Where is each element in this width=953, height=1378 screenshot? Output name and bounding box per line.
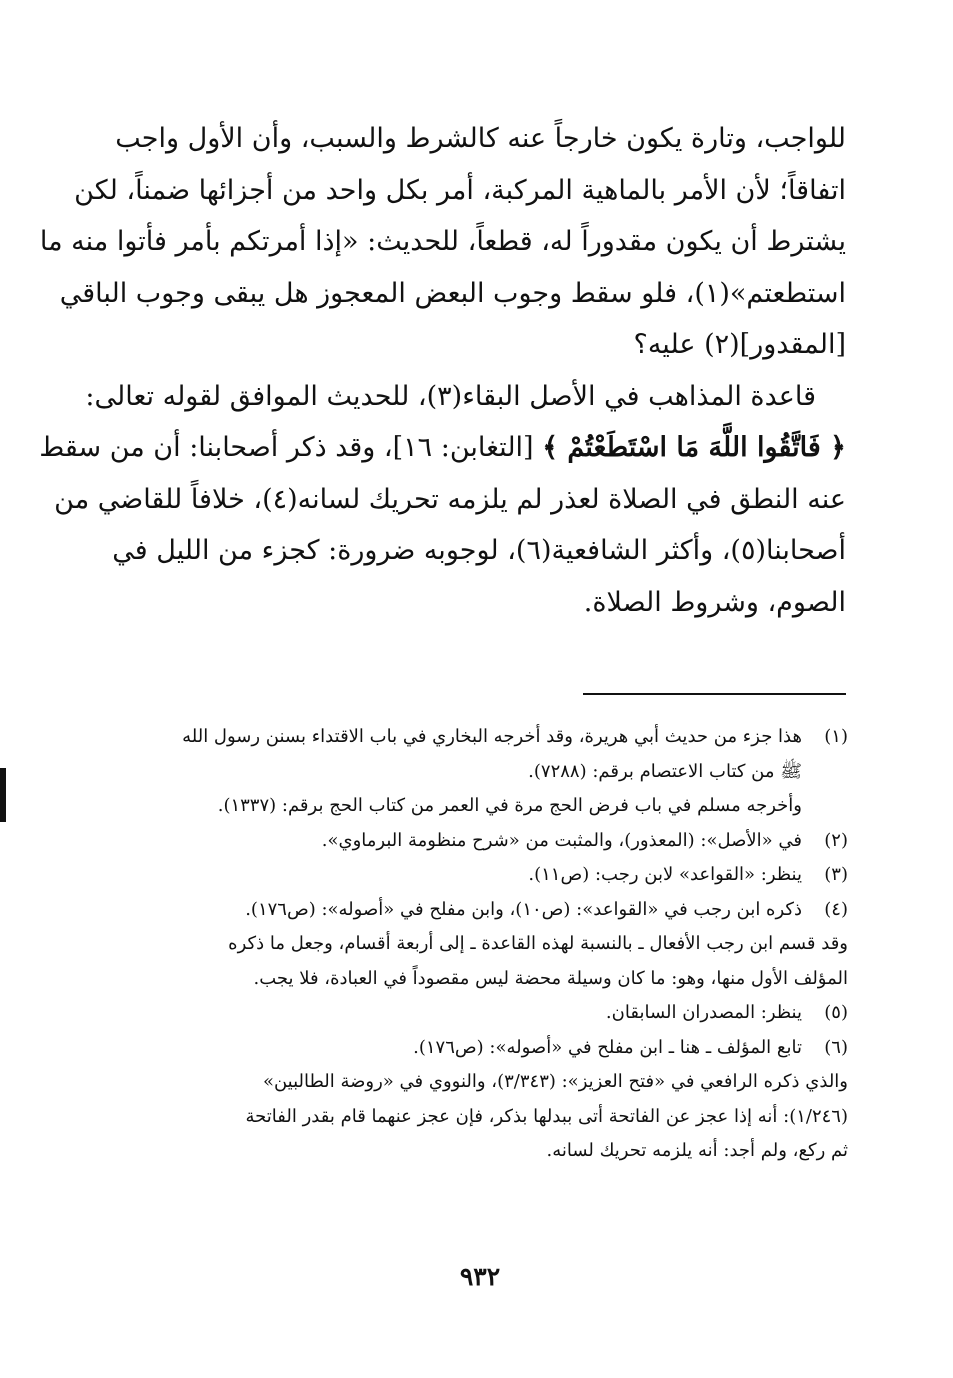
footnote-number: (١) <box>824 726 848 747</box>
text-line: قاعدة المذاهب في الأصل البقاء(٣)، للحديث الموافق لقوله تعالى: <box>85 380 816 412</box>
footnote-6 <box>150 1031 848 1066</box>
footnote-line: هذا جزء من حديث أبي هريرة، وقد أخرجه البخاري في باب الاقتداء بسنن رسول الله <box>182 726 802 747</box>
footnote-separator <box>583 693 846 695</box>
footnote-number: (٢) <box>824 829 848 851</box>
footnote-body <box>150 893 802 928</box>
text-line: أصحابنا(٥)، وأكثر الشافعية(٦)، لوجوبه ضرورة: كجزء من الليل في <box>112 535 846 566</box>
page-number: ٩٣٢ <box>459 1262 501 1291</box>
footnote-2 <box>150 824 848 859</box>
paragraph-1 <box>39 113 846 371</box>
footnote-line: في «الأصل»: (المعذور)، والمثبت من «شرح منظومة البرماوي». <box>321 829 802 851</box>
footnote-number: (٥) <box>824 1002 848 1023</box>
footnote-number: (٦) <box>824 1036 848 1058</box>
footnote-4 <box>150 893 848 928</box>
footnote-body <box>150 996 802 1031</box>
footnote-line: تابع المؤلف ـ هنا ـ ابن مفلح في «أصوله»: (ص١٧٦). <box>413 1036 802 1058</box>
footnote-line: ينظر: المصدران السابقان. <box>605 1002 802 1023</box>
footnote-continuation: والذي ذكره الرافعي في «فتح العزيز»: (٣/٣٤٣)، والنووي في «روضة الطالبين» <box>262 1071 848 1092</box>
scan-margin-mark <box>0 768 6 822</box>
text-line: للواجب، وتارة يكون خارجاً عنه كالشرط والسبب، وأن الأول واجب <box>115 123 846 154</box>
footnotes <box>150 720 848 1169</box>
paragraph-2 <box>39 371 846 629</box>
footnote-body <box>150 1031 802 1066</box>
footnote-line: ﷺ من كتاب الاعتصام برقم: (٧٢٨٨). <box>528 760 802 782</box>
footnote-continuation: (١/٢٤٦): أنه إذا عجز عن الفاتحة أتى ببدلها بذكر، فإن عجز عنهما قام بقدر الفاتحة <box>245 1105 848 1127</box>
footnote-5 <box>150 996 848 1031</box>
text-line: يشترط أن يكون مقدوراً له، قطعاً، للحديث: «إذا أمرتكم بأمر فأتوا منه ما <box>39 226 846 257</box>
footnote-number: (٣) <box>824 864 848 885</box>
footnote-3 <box>150 858 848 893</box>
footnote-line: ذكره ابن رجب في «القواعد»: (ص١٠)، وابن مفلح في «أصوله»: (ص١٧٦). <box>245 898 802 920</box>
main-text <box>39 113 846 628</box>
footnote-1 <box>150 720 848 824</box>
text-line: استطعتم»(١)، فلو سقط وجوب البعض المعجوز هل يبقى وجوب الباقي <box>59 277 846 309</box>
footnote-body <box>150 720 802 824</box>
footnote-body <box>150 858 802 893</box>
footnote-continuation: ثم ركع، ولم أجد: أنه يلزمه تحريك لسانه. <box>546 1140 848 1161</box>
text-line: عنه النطق في الصلاة لعذر لم يلزمه تحريك لسانه(٤)، خلافاً للقاضي من <box>54 483 846 515</box>
footnote-line: وأخرجه مسلم في باب فرض الحج مرة في العمر من كتاب الحج برقم: (١٣٣٧). <box>217 795 802 816</box>
footnote-continuation: المؤلف الأول منها، وهو: ما كان وسيلة محضة ليس مقصوداً في العبادة، فلا يجب. <box>253 967 848 989</box>
quran-verse: ﴿ فَاتَّقُوا اللَّهَ مَا اسْتَطَعْتُمْ ﴾ <box>542 432 846 463</box>
text-line-rest: [التغابن: ١٦]، وقد ذكر أصحابنا: أن من سقط <box>39 432 534 463</box>
text-line <box>39 422 846 474</box>
footnote-number: (٤) <box>824 898 848 920</box>
text-line: الصوم، وشروط الصلاة. <box>583 586 846 618</box>
text-line: [المقدور](٢) عليه؟ <box>633 329 846 360</box>
footnote-line: ينظر: «القواعد» لابن رجب: (ص١١). <box>528 864 802 885</box>
footnote-body <box>150 824 802 859</box>
text-line: اتفاقاً؛ لأن الأمر بالماهية المركبة، أمر بكل واحد من أجزائها ضمناً، لكن <box>74 174 846 206</box>
footnote-continuation: وقد قسم ابن رجب الأفعال ـ بالنسبة لهذه القاعدة ـ إلى أربعة أقسام، وجعل ما ذكره <box>228 933 848 954</box>
